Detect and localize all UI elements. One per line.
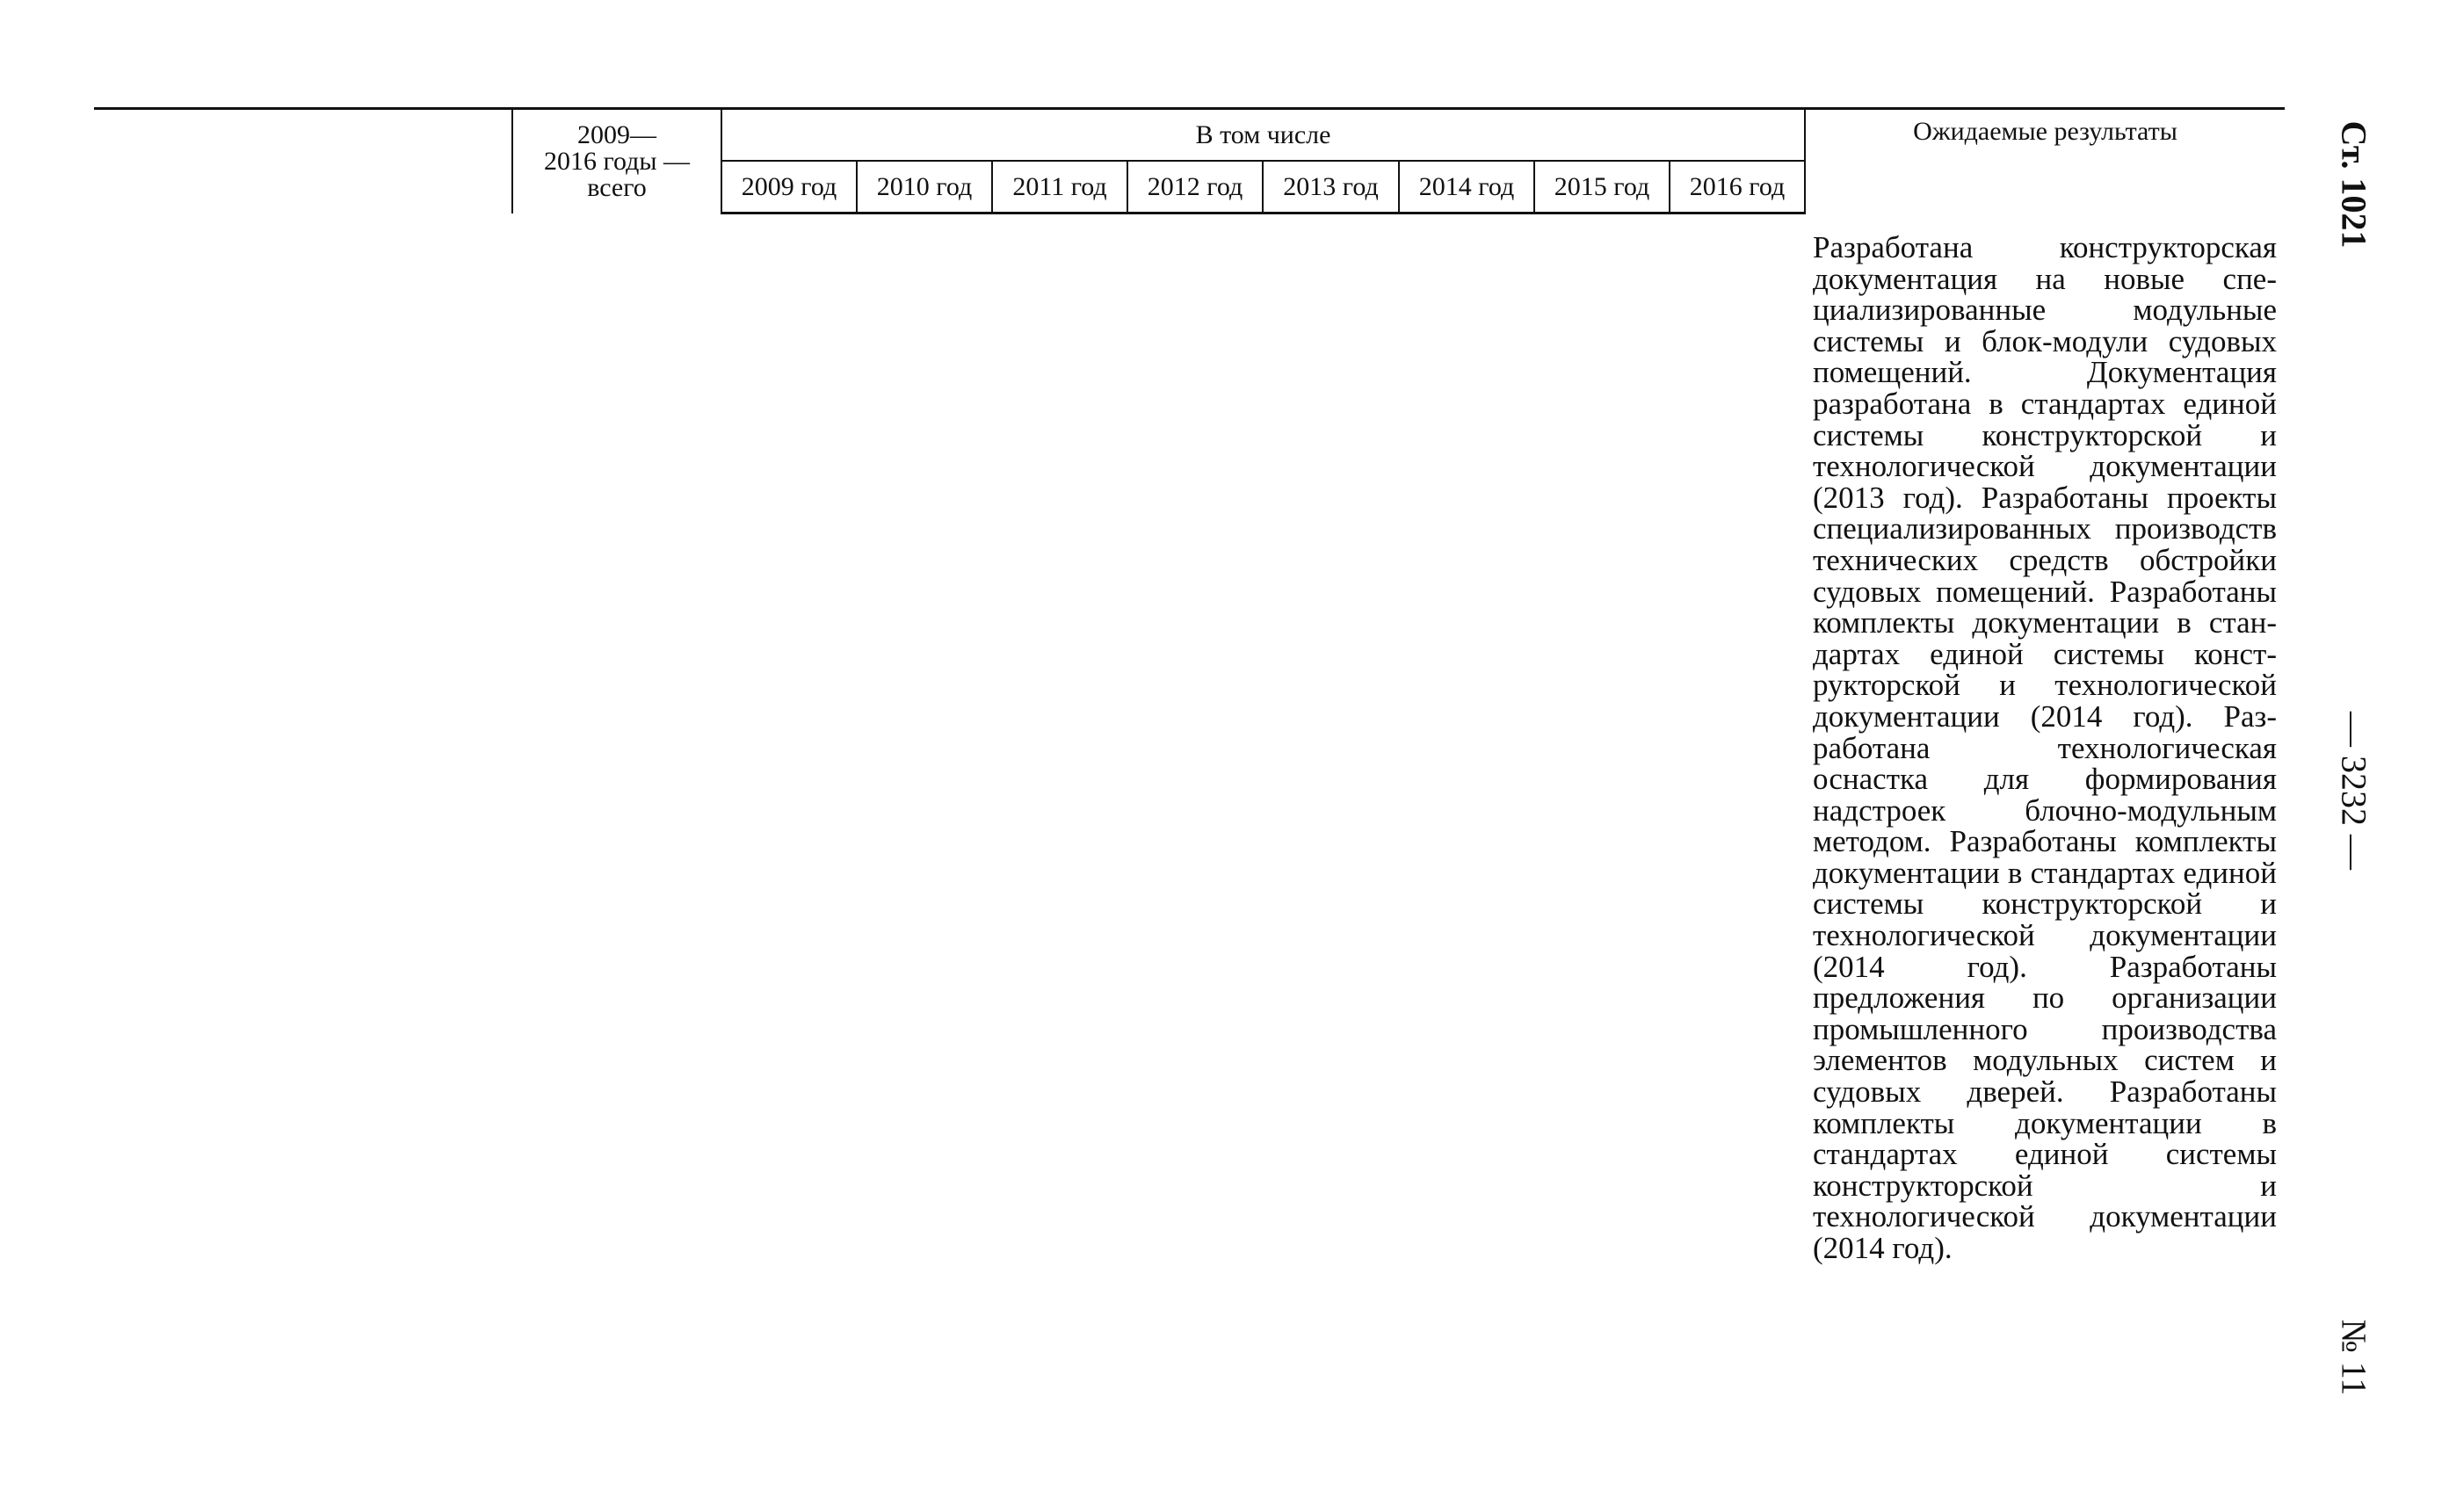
article-number: Ст. 1021 xyxy=(2334,120,2374,249)
header-year-2016: 2016 год xyxy=(1670,161,1805,213)
page-number: — 3232 — xyxy=(2334,712,2374,870)
header-including: В том числе xyxy=(721,109,1805,162)
header-year-2014: 2014 год xyxy=(1399,161,1534,213)
table-header xyxy=(94,107,2285,214)
header-empty-cell xyxy=(94,109,512,213)
header-year-2015: 2015 год xyxy=(1534,161,1670,213)
header-year-2011: 2011 год xyxy=(992,161,1127,213)
total-line-2: 2016 годы — xyxy=(543,146,691,176)
header-year-2013: 2013 год xyxy=(1263,161,1399,213)
total-line-3: всего xyxy=(587,172,647,202)
header-year-2012: 2012 год xyxy=(1127,161,1263,213)
side-margin xyxy=(2306,35,2402,1476)
header-year-2010: 2010 год xyxy=(857,161,992,213)
header-expected-results: Ожидаемые результаты xyxy=(1805,109,2285,213)
header-total-cell xyxy=(512,109,721,213)
header-year-2009: 2009 год xyxy=(721,161,857,213)
total-line-1: 2009— xyxy=(577,119,656,149)
issue-number: № 11 xyxy=(2334,1319,2374,1396)
expected-results-text: Разработана конструкторская документация на новые специализированные модульные системы и блок-модули судовых помещений. Документация разработана в стандартах единой системы конструкторской и технологической документации (2013 год). Разработаны проекты специализированных производств технических средств обстройки судовых помещений. Разработаны комплекты документации в стандартах единой системы конструкторской и технологической документации (2014 год). Разработана технологическая оснастка для формирования надстроек блочно-модульным методом. Разработаны комплекты документации в стандартах единой системы конструкторской и технологической документации (2014 год). Разработаны предложения по организации промышленного производства элементов модульных систем и судовых дверей. Разработаны комплекты документации в стандартах единой системы конструкторской и технологической документации (2014 год). xyxy=(1813,230,2277,1265)
